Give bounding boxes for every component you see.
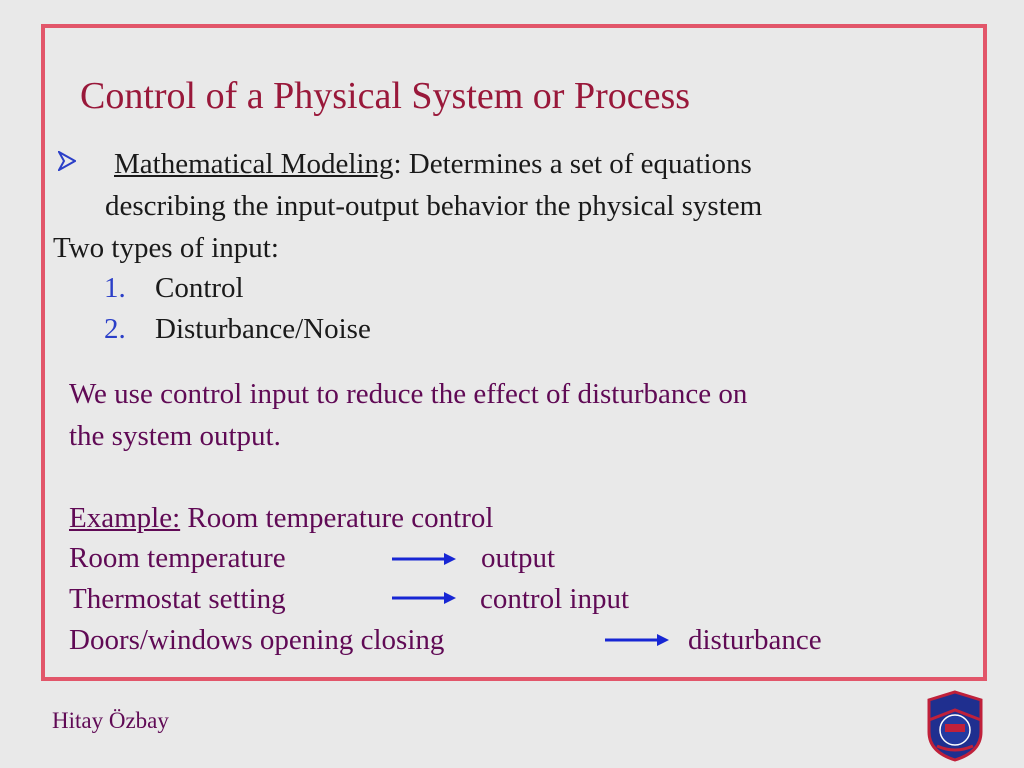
arrow-right-icon (392, 551, 458, 567)
modeling-line-1 (114, 150, 752, 179)
list-number-1: 1. (104, 272, 126, 304)
example-label: Example: (69, 502, 181, 534)
university-logo-icon (923, 690, 987, 762)
modeling-desc-1: Determines a set of equations (401, 148, 752, 180)
note-line-1: We use control input to reduce the effect of disturbance on (69, 378, 748, 410)
example-row-1-right: output (481, 542, 556, 574)
arrow-right-icon (605, 632, 671, 648)
input-types-heading: Two types of input: (53, 232, 279, 264)
modeling-line-2: describing the input-output behavior the physical system (105, 190, 763, 222)
slide-title: Control of a Physical System or Process (80, 75, 691, 117)
example-line (69, 504, 493, 533)
list-item-control: Control (155, 272, 244, 304)
modeling-term: Mathematical Modeling (114, 148, 394, 180)
example-row-3-right: disturbance (688, 624, 822, 656)
list-item-disturbance: Disturbance/Noise (155, 313, 371, 345)
bullet-arrow-icon (58, 151, 76, 171)
example-row-3-left: Doors/windows opening closing (69, 624, 445, 656)
example-row-1-left: Room temperature (69, 542, 286, 574)
example-row-2-right: control input (480, 583, 630, 615)
arrow-right-icon (392, 590, 458, 606)
example-row-2-left: Thermostat setting (69, 583, 286, 615)
list-number-2: 2. (104, 313, 126, 345)
note-line-2: the system output. (69, 420, 281, 452)
footer-author: Hitay Özbay (52, 708, 169, 733)
example-text: Room temperature control (180, 502, 494, 534)
modeling-colon: : (393, 148, 402, 180)
